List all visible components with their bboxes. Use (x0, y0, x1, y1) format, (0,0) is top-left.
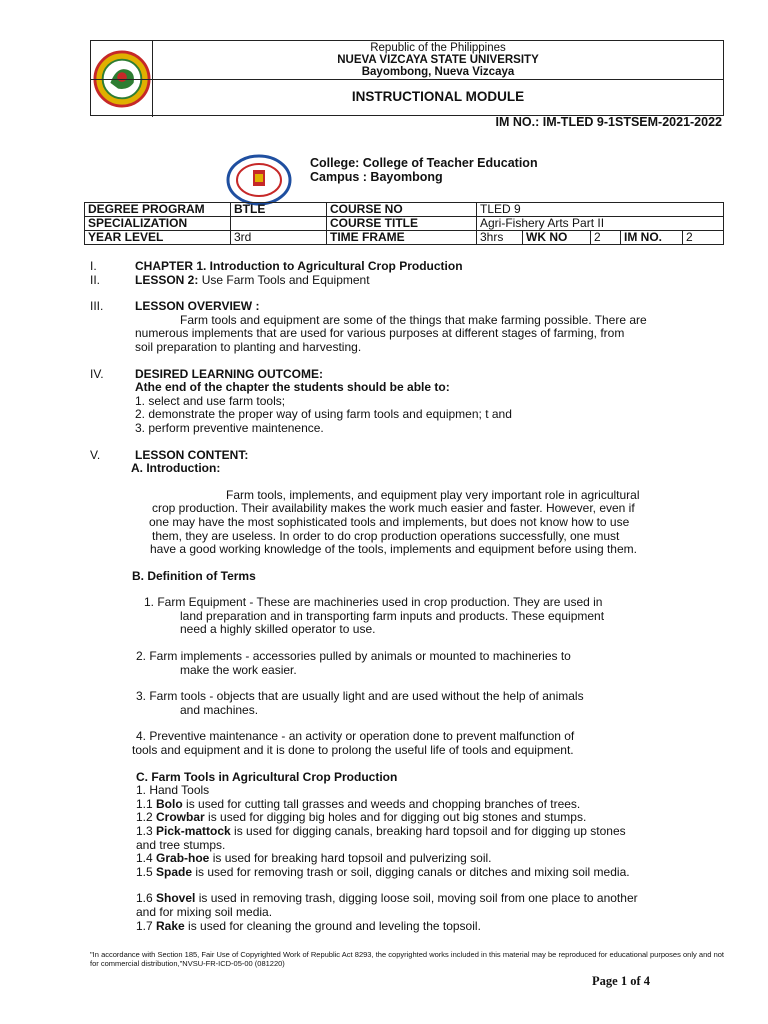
tool-description: is used in removing trash, digging loose soil, moving soil from one place to another (195, 891, 638, 906)
tool-item (136, 798, 730, 812)
section-number: I. (90, 259, 97, 273)
header-divider (91, 79, 723, 80)
section-number: III. (90, 299, 104, 314)
tool-name: Crowbar (156, 810, 205, 825)
outcome-item: 3. perform preventive maintenence. (135, 420, 324, 435)
degree-program-value: BTLE (231, 203, 327, 217)
section-number: II. (90, 272, 101, 287)
overview-line: numerous implements that are used for various purposes at different stages of farming, from (135, 326, 625, 341)
tool-number: 1.7 (136, 918, 157, 933)
section-chapter (90, 260, 730, 274)
course-info-table (84, 202, 724, 245)
tool-number: 1.3 (136, 824, 157, 838)
college-info (310, 156, 538, 184)
tool-description: is used for cleaning the ground and leveling the topsoil. (184, 918, 481, 933)
intro-line: one may have the most sophisticated tools and implements, but does not know how to use (149, 514, 630, 529)
introduction-body (90, 489, 730, 557)
section-content (90, 449, 730, 463)
introduction-heading: A. Introduction: (131, 461, 221, 476)
tool-item (136, 892, 730, 906)
university-name: NUEVA VIZCAYA STATE UNIVERSITY (337, 54, 539, 66)
tool-item (136, 920, 730, 934)
section-lesson (90, 274, 730, 288)
outcome-body (90, 381, 730, 435)
degree-program-label: DEGREE PROGRAM (85, 203, 231, 217)
university-heading (153, 42, 723, 78)
copyright-footnote: "In accordance with Section 185, Fair Use of Copyrighted Work of Republic Act 8293, the copyrighted works included in this material may be reproduced for educational purposes only and not for commercial distribution,"NVSU-FR-ICD-05-00 (081220) (90, 950, 724, 968)
tool-description: is used for digging big holes and for digging out big stones and stumps. (204, 810, 587, 825)
tool-description-continued: and for mixing soil media. (136, 904, 273, 919)
overview-line: soil preparation to planting and harvesting. (135, 339, 362, 354)
tool-name: Shovel (156, 891, 196, 906)
im-no-value: 2 (683, 231, 724, 245)
tool-description: is used for digging canals, breaking hard topsoil and for digging up stones (230, 824, 626, 838)
tool-number: 1.6 (136, 891, 157, 906)
overview-title: LESSON OVERVIEW : (135, 299, 260, 314)
intro-line: them, they are useless. In order to do crop production operations successfully, one must (152, 528, 620, 543)
tool-number: 1.4 (136, 851, 157, 866)
farm-tools-section (90, 771, 730, 934)
specialization-value (231, 217, 327, 231)
definition-line: land preparation and in transporting farm inputs and products. These equipment (180, 608, 605, 623)
table-row (85, 203, 724, 217)
definition-line: tools and equipment and it is done to prolong the useful life of tools and equipment. (132, 743, 574, 758)
tool-description: is used for cutting tall grasses and weeds and chopping branches of trees. (182, 796, 581, 811)
intro-line: have a good working knowledge of the tools, implements and equipment before using them. (150, 542, 637, 557)
definition-line: make the work easier. (180, 662, 297, 677)
chapter-title: CHAPTER 1. Introduction to Agricultural Crop Production (135, 259, 463, 273)
outcome-item: 1. select and use farm tools; (135, 393, 286, 408)
section-number: V. (90, 447, 101, 462)
intro-line: crop production. Their availability makes the work much easier and faster. However, even if (152, 501, 635, 516)
table-row (85, 231, 724, 245)
specialization-label: SPECIALIZATION (85, 217, 231, 231)
content-title: LESSON CONTENT: (135, 447, 249, 462)
table-row (85, 217, 724, 231)
lesson-label: LESSON 2: (135, 272, 199, 287)
module-content (90, 260, 730, 933)
overview-body (90, 314, 730, 355)
tool-name: Grab-hoe (156, 851, 210, 866)
tool-item (136, 825, 730, 839)
wk-no-value: 2 (591, 231, 621, 245)
definition-item (90, 690, 730, 717)
wk-no-label: WK NO (523, 231, 591, 245)
section-outcome (90, 368, 730, 382)
document-header (90, 40, 724, 116)
definition-line: 3. Farm tools - objects that are usually light and are used without the help of animals (136, 689, 584, 704)
tool-name: Bolo (156, 796, 183, 811)
campus-line: Campus : Bayombong (310, 170, 443, 184)
definition-line: need a highly skilled operator to use. (180, 622, 376, 637)
year-level-value: 3rd (231, 231, 327, 245)
outcome-item: 2. demonstrate the proper way of using farm tools and equipmen; t and (135, 407, 512, 422)
definition-item (90, 596, 730, 637)
page-number: Page 1 of 4 (592, 974, 650, 988)
section-number: IV. (90, 366, 104, 381)
tool-number: 1.5 (136, 864, 157, 879)
course-no-value: TLED 9 (477, 203, 724, 217)
time-frame-label: TIME FRAME (327, 231, 477, 245)
course-title-value: Agri-Fishery Arts Part II (477, 217, 724, 231)
overview-line: Farm tools and equipment are some of the things that make farming possible. There are (180, 312, 647, 327)
definition-line: and machines. (180, 702, 259, 717)
tool-description: is used for removing trash or soil, digging canals or ditches and mixing soil media. (192, 864, 630, 879)
tool-name: Spade (156, 864, 193, 879)
tool-number: 1.2 (136, 810, 157, 825)
module-title: INSTRUCTIONAL MODULE (351, 89, 525, 104)
definition-line: 1. Farm Equipment - These are machineries used in crop production. They are used in (144, 595, 603, 610)
course-no-label: COURSE NO (327, 203, 477, 217)
university-location: Bayombong, Nueva Vizcaya (361, 66, 515, 78)
intro-line: Farm tools, implements, and equipment play very important role in agricultural (226, 487, 640, 502)
tool-item (136, 852, 730, 866)
im-no-label: IM NO. (621, 231, 683, 245)
im-number: IM NO.: IM-TLED 9-1STSEM-2021-2022 (495, 115, 722, 129)
tool-name: Rake (156, 918, 185, 933)
time-frame-value: 3hrs (477, 231, 523, 245)
definition-line: 4. Preventive maintenance - an activity or operation done to prevent malfunction of (136, 729, 575, 744)
tool-description-continued: and tree stumps. (136, 837, 226, 852)
tool-description: is used for breaking hard topsoil and pulverizing soil. (209, 851, 492, 866)
outcome-title: DESIRED LEARNING OUTCOME: (135, 366, 324, 381)
definitions-heading: B. Definition of Terms (132, 568, 256, 583)
definition-item (90, 650, 730, 677)
tool-name: Pick-mattock (156, 824, 231, 838)
cte-seal-icon (226, 154, 292, 206)
section-overview (90, 300, 730, 314)
farm-tools-heading: C. Farm Tools in Agricultural Crop Production (136, 769, 398, 784)
lesson-title: Use Farm Tools and Equipment (198, 272, 370, 287)
definition-item (90, 730, 730, 757)
year-level-label: YEAR LEVEL (85, 231, 231, 245)
hand-tools-heading: 1. Hand Tools (136, 783, 210, 798)
republic-line: Republic of the Philippines (370, 42, 506, 54)
tool-item (136, 811, 730, 825)
tool-number: 1.1 (136, 796, 157, 811)
outcome-intro: Athe end of the chapter the students should be able to: (135, 380, 450, 395)
college-line: College: College of Teacher Education (310, 156, 538, 170)
definition-line: 2. Farm implements - accessories pulled by animals or mounted to machineries to (136, 649, 571, 664)
tool-item (136, 866, 730, 880)
course-title-label: COURSE TITLE (327, 217, 477, 231)
